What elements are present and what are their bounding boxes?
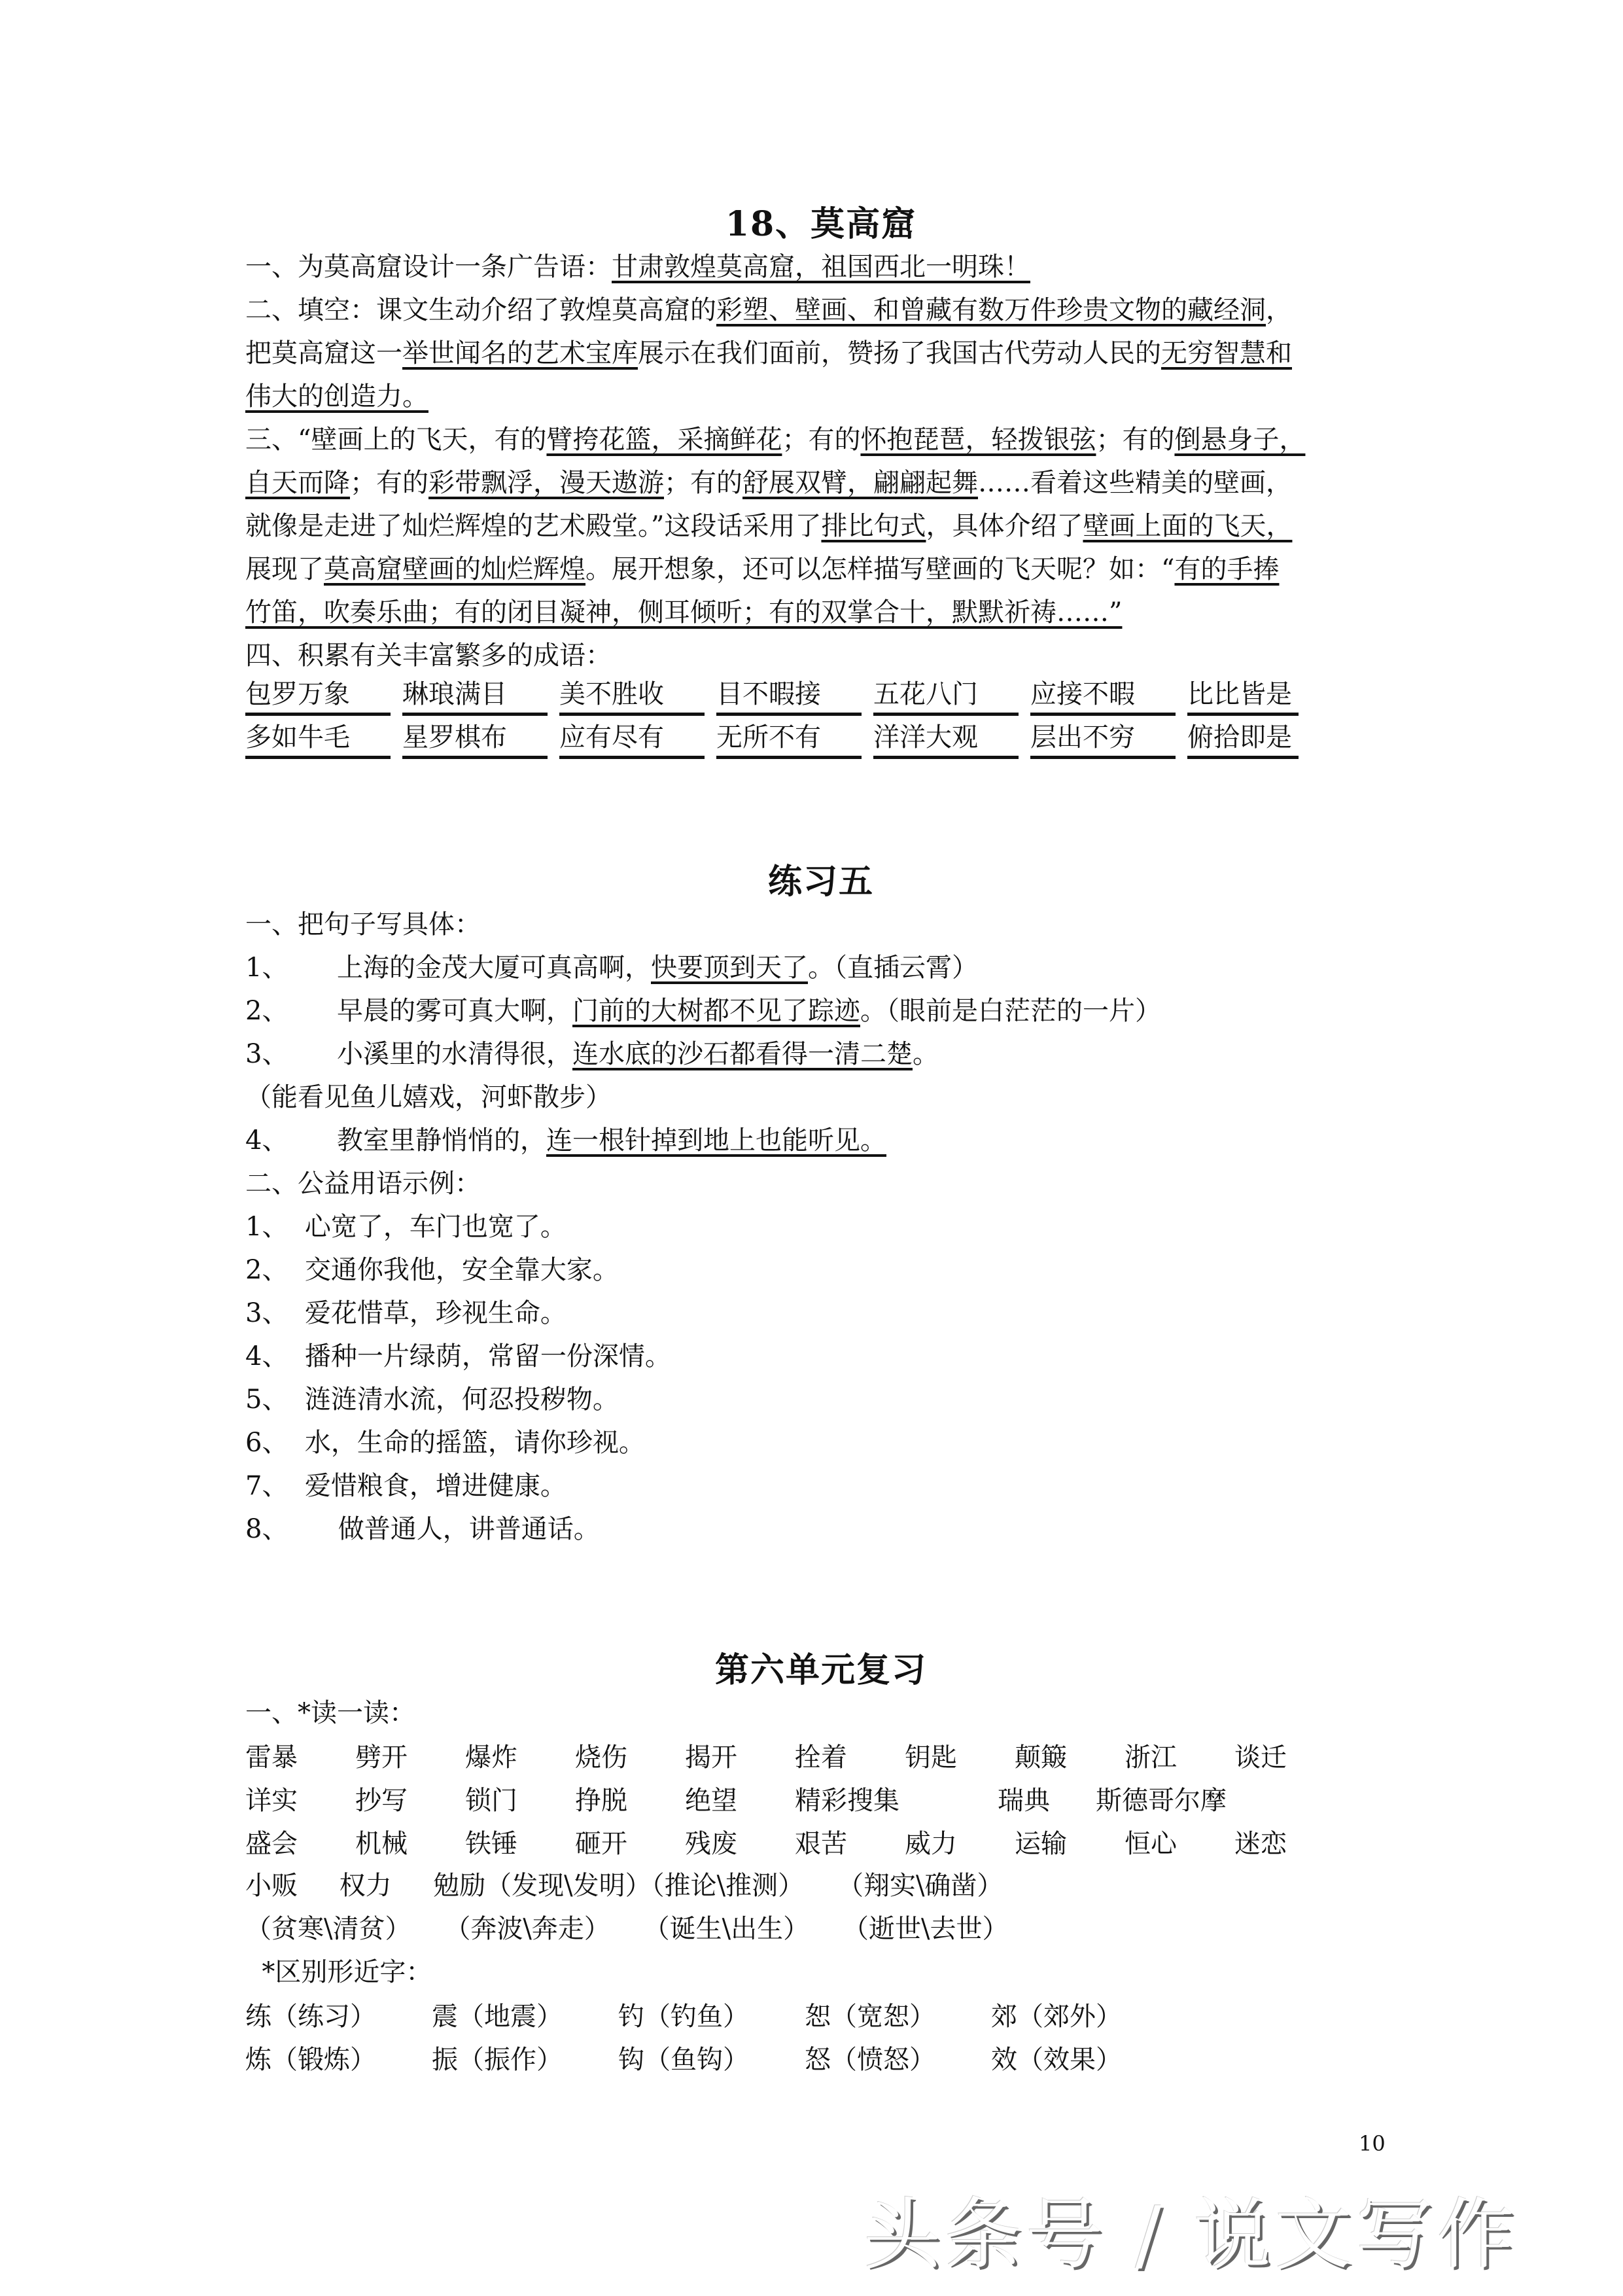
q4-heading: 四、积累有关丰富繁多的成语：: [245, 641, 612, 671]
ex5-item-2: 2、 早晨的雾可真大啊，门前的大树都不见了踪迹。（眼前是白茫茫的一片）: [245, 996, 1161, 1026]
slogan: 8、 做普通人，讲普通话。: [245, 1514, 600, 1544]
watermark: 头条号 / 说文写作: [864, 2189, 1518, 2280]
lesson-title: 18、莫高窟: [725, 204, 917, 244]
word-row-1: 雷暴 劈开 爆炸 烧伤 揭开 拴着 钥匙 颠簸 浙江 谈迁: [245, 1742, 1287, 1773]
idiom: 洋洋大观: [873, 720, 1019, 759]
exercise-title: 练习五: [767, 862, 874, 902]
idiom: 多如牛毛: [245, 720, 391, 759]
ex5-item-4: 4、 教室里静悄悄的，连一根针掉到地上也能听见。: [245, 1125, 886, 1156]
unit6-part1-heading: 一、*读一读：: [245, 1698, 415, 1728]
ex5-item-3-note: （能看见鱼儿嬉戏，河虾散步）: [245, 1082, 612, 1112]
idiom-row-1: [245, 677, 1344, 716]
word-row-3: 盛会 机械 铁锤 砸开 残废 艰苦 威力 运输 恒心 迷恋: [245, 1829, 1287, 1859]
word-row-5: （贫寒\清贫） （奔波\奔走） （诞生\出生） （逝世\去世）: [245, 1914, 1009, 1944]
slogan: 5、 涟涟清水流，何忍投秽物。: [245, 1385, 619, 1415]
word-row-4: 小贩 权力 勉励（发现\发明）（推论\推测） （翔实\确凿）: [245, 1871, 1003, 1901]
unit-title: 第六单元复习: [714, 1650, 927, 1690]
similar-row-2: 炼（锻炼） 振（振作） 钩（鱼钩） 怒（愤怒） 效（效果）: [245, 2045, 1122, 2075]
q2-line-3: 伟大的创造力。: [245, 381, 428, 412]
idiom-row-2: [245, 720, 1344, 759]
idiom: 琳琅满目: [402, 677, 548, 716]
q3-line-1: 三、“壁画上的飞天，有的臂挎花篮，采摘鲜花；有的怀抱琵琶，轻拨银弦；有的倒悬身子，: [245, 425, 1306, 455]
idiom: 星罗棋布: [402, 720, 548, 759]
q3-line-4: 展现了莫高窟壁画的灿烂辉煌。展开想象，还可以怎样描写壁画的飞天呢？如：“有的手捧: [245, 554, 1280, 584]
ex5-item-3: 3、 小溪里的水清得很，连水底的沙石都看得一清二楚。: [245, 1039, 939, 1069]
slogan: 3、 爱花惜草，珍视生命。: [245, 1298, 567, 1328]
slogan: 7、 爱惜粮食，增进健康。: [245, 1471, 567, 1501]
slogan: 4、 播种一片绿荫，常留一份深情。: [245, 1341, 671, 1371]
idiom: 应有尽有: [559, 720, 705, 759]
idiom: 应接不暇: [1030, 677, 1176, 716]
page-number: 10: [1359, 2131, 1386, 2156]
word-row-2: 详实 抄写 锁门 挣脱 绝望 精彩搜集 瑞典 斯德哥尔摩: [245, 1786, 1227, 1816]
idiom: 五花八门: [873, 677, 1019, 716]
idiom: 无所不有: [716, 720, 862, 759]
idiom: 层出不穷: [1030, 720, 1176, 759]
q2-line-2: 把莫高窟这一举世闻名的艺术宝库展示在我们面前，赞扬了我国古代劳动人民的无穷智慧和: [245, 338, 1292, 368]
idiom: 美不胜收: [559, 677, 705, 716]
q3-line-2: 自天而降；有的彩带飘浮，漫天遨游；有的舒展双臂，翩翩起舞……看着这些精美的壁画，: [245, 468, 1292, 498]
slogan: 1、 心宽了，车门也宽了。: [245, 1212, 567, 1242]
ex5-part1-heading: 一、把句子写具体：: [245, 910, 481, 940]
idiom: 包罗万象: [245, 677, 391, 716]
ex5-item-1: 1、 上海的金茂大厦可真高啊，快要顶到天了。（直插云霄）: [245, 953, 978, 983]
slogan: 2、 交通你我他，安全靠大家。: [245, 1255, 619, 1285]
q3-line-5: 竹笛，吹奏乐曲；有的闭目凝神，侧耳倾听；有的双掌合十，默默祈祷……”: [245, 597, 1123, 627]
q3-line-3: 就像是走进了灿烂辉煌的艺术殿堂。”这段话采用了排比句式，具体介绍了壁画上面的飞天，: [245, 511, 1293, 541]
q1-answer: 甘肃敦煌莫高窟，祖国西北一明珠！: [612, 252, 1030, 282]
slogan: 6、 水，生命的摇篮，请你珍视。: [245, 1428, 645, 1458]
q2-line-1: 二、填空：课文生动介绍了敦煌莫高窟的彩塑、壁画、和曾藏有数万件珍贵文物的藏经洞，: [245, 295, 1292, 325]
idiom: 目不暇接: [716, 677, 862, 716]
similar-row-1: 练（练习） 震（地震） 钓（钓鱼） 恕（宽恕） 郊（郊外）: [245, 2002, 1122, 2032]
similar-chars-heading: *区别形近字：: [245, 1957, 432, 1987]
ex5-part2-heading: 二、公益用语示例：: [245, 1169, 481, 1199]
q1-line: 一、为莫高窟设计一条广告语：甘肃敦煌莫高窟，祖国西北一明珠！: [245, 252, 1030, 282]
idiom: 俯拾即是: [1187, 720, 1299, 759]
idiom: 比比皆是: [1187, 677, 1299, 716]
